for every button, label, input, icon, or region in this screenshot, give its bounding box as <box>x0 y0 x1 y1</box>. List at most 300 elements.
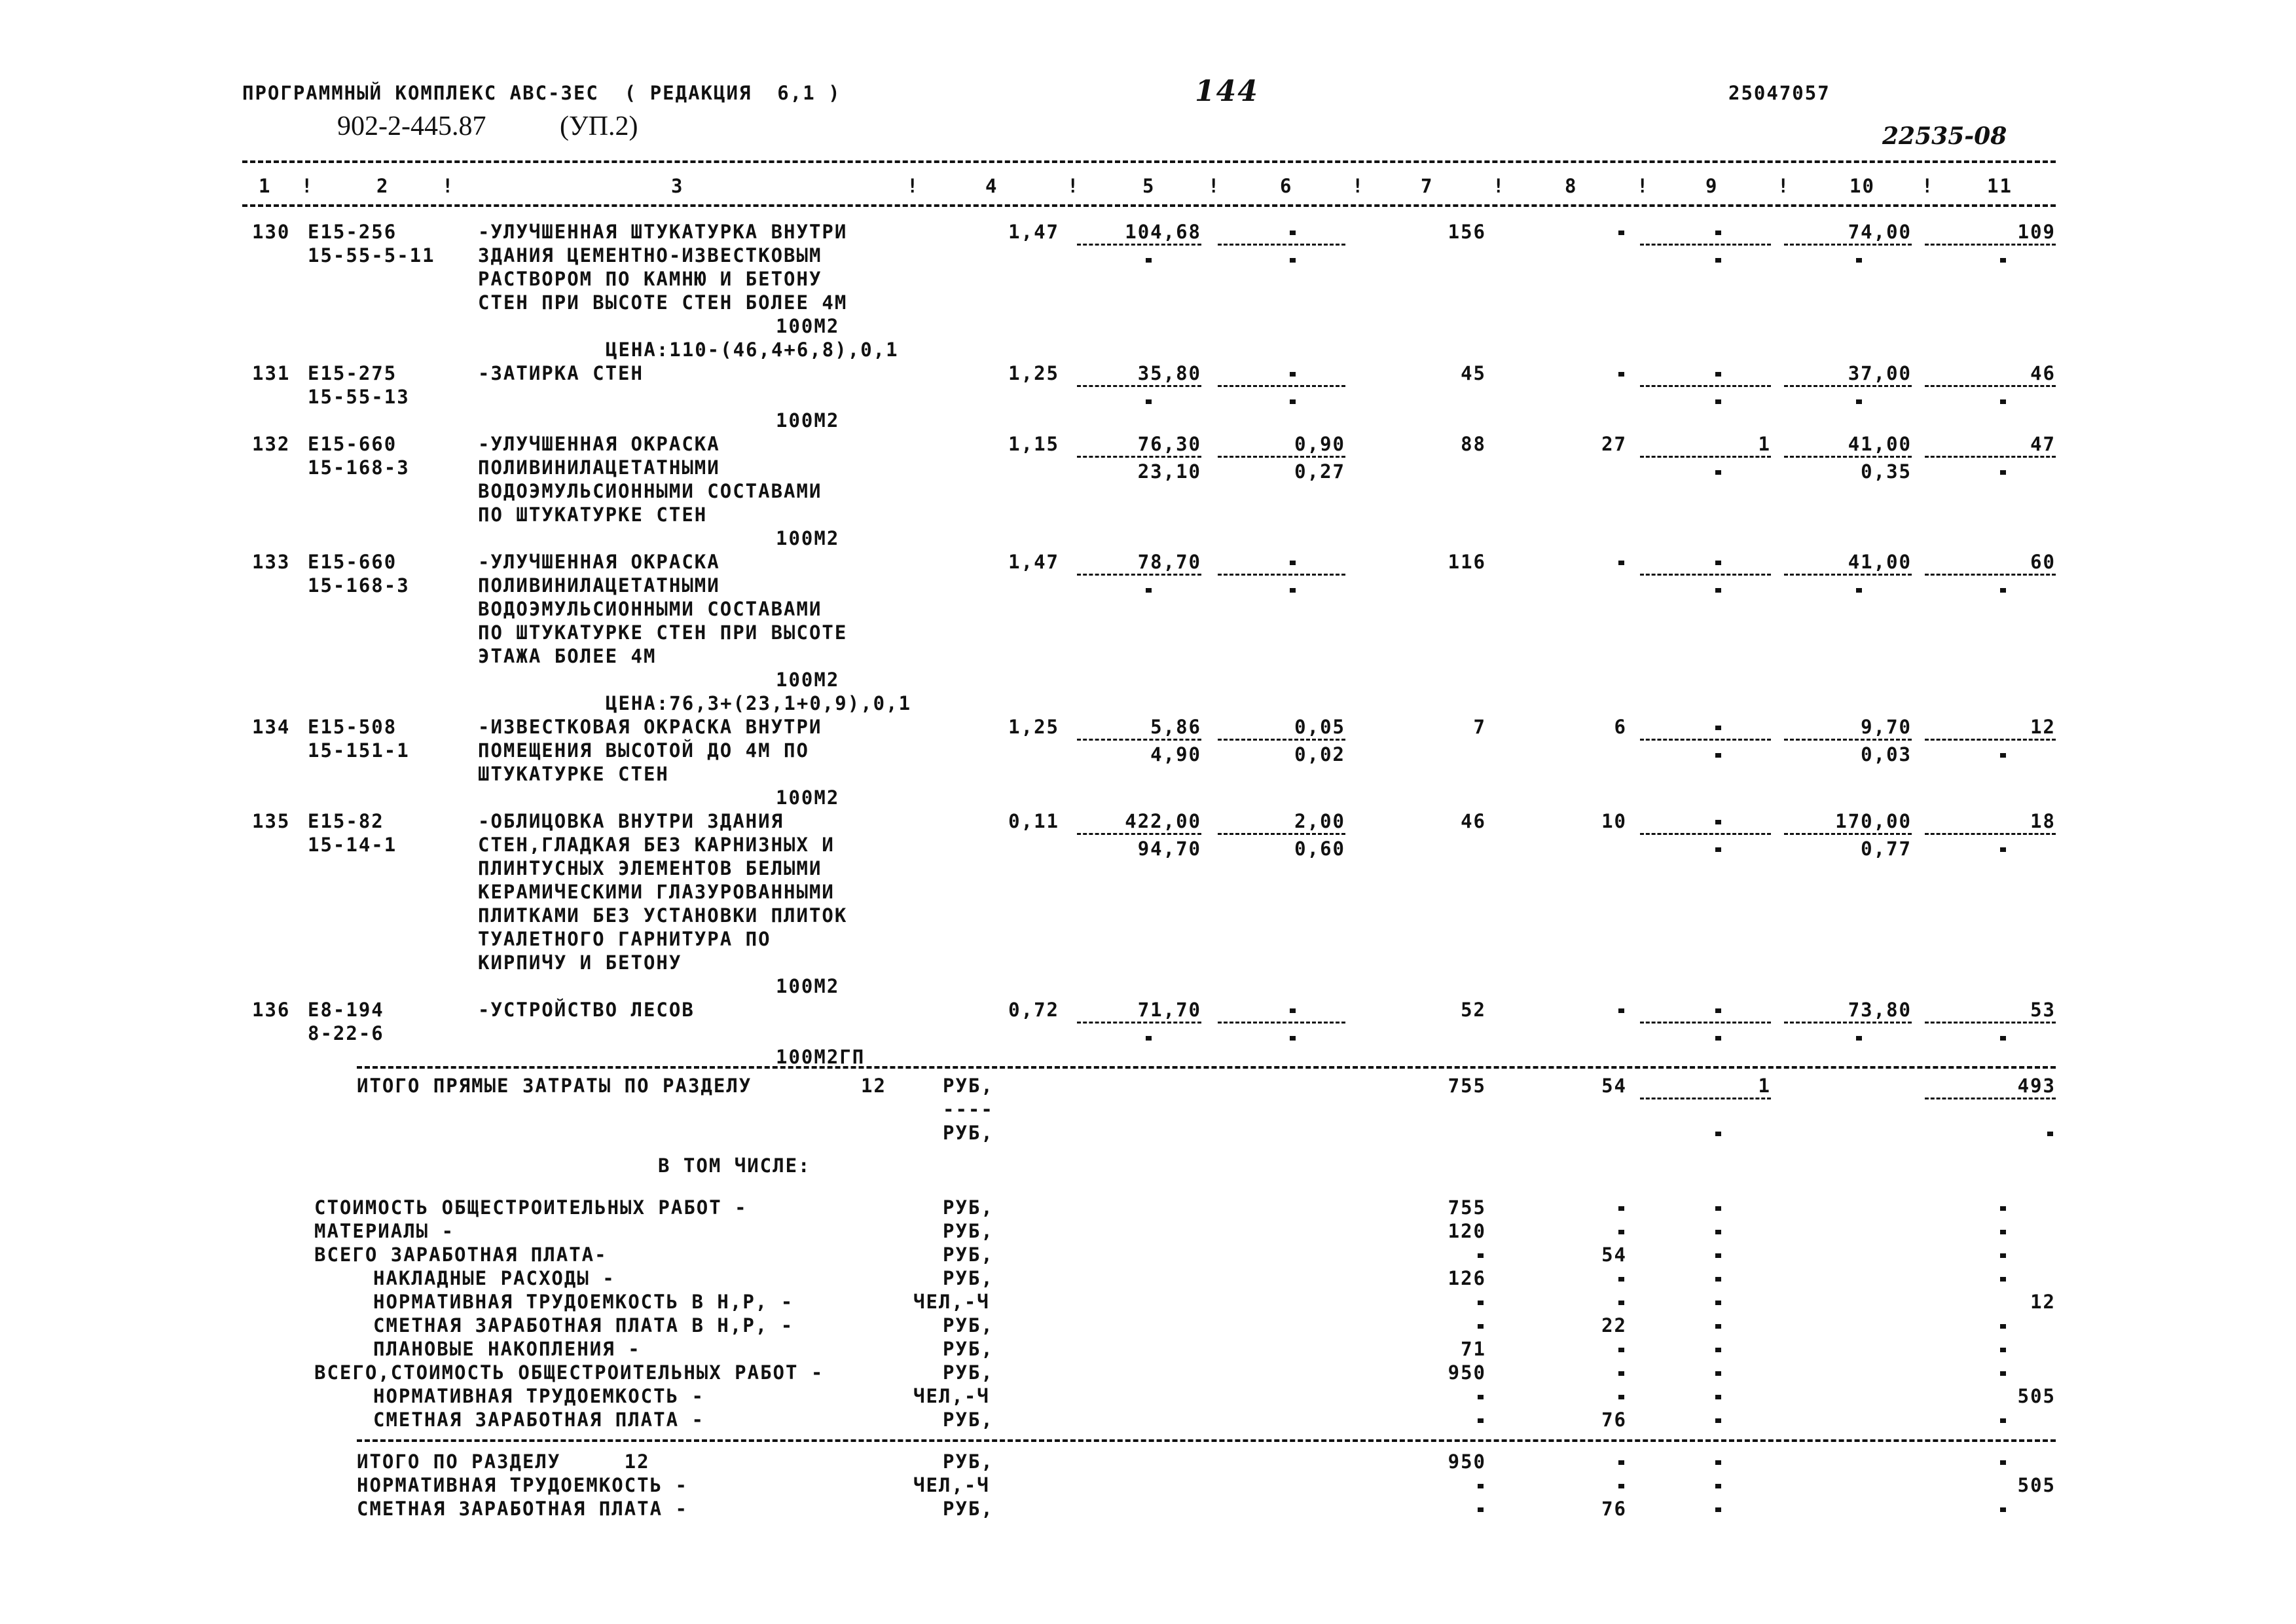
cell-divider <box>1925 244 2056 246</box>
col9-wage-part <box>1715 753 1721 758</box>
breakdown-unit: РУБ, <box>943 1196 994 1219</box>
row-number: 130 <box>252 221 291 243</box>
cell-divider <box>1640 574 1771 576</box>
cell-divider <box>1925 456 2056 458</box>
col7-total-cost: 7 <box>1473 716 1486 738</box>
column-number: 3 <box>671 175 684 197</box>
cell-divider <box>1218 574 1345 576</box>
breakdown-label: СМЕТНАЯ ЗАРАБОТНАЯ ПЛАТА - <box>373 1409 704 1431</box>
breakdown-label: НАКЛАДНЫЕ РАСХОДЫ - <box>373 1267 615 1289</box>
row-code-secondary: 15-168-3 <box>308 574 410 597</box>
col9-wage-part <box>1715 399 1721 404</box>
breakdown-col8 <box>1618 1206 1624 1211</box>
row-description: ПЛИТКАМИ БЕЗ УСТАНОВКИ ПЛИТОК <box>478 904 848 927</box>
column-number: 8 <box>1565 175 1578 197</box>
row-description: ПОМЕЩЕНИЯ ВЫСОТОЙ ДО 4М ПО <box>478 739 809 762</box>
row-number: 134 <box>252 716 291 738</box>
totals-col9-secondary <box>1715 1132 1721 1136</box>
col11-labor-total: 53 <box>2030 999 2056 1021</box>
final-col11 <box>2000 1460 2006 1465</box>
col4-coefficient: 1,25 <box>1008 362 1059 384</box>
breakdown-label: НОРМАТИВНАЯ ТРУДОЕМКОСТЬ В Н,Р, - <box>373 1291 794 1313</box>
col10-labor-unit: 41,00 <box>1848 551 1912 573</box>
row-description: -УЛУЧШЕННАЯ ОКРАСКА <box>478 551 720 573</box>
column-number: 10 <box>1850 175 1875 197</box>
final-unit: ЧЕЛ,-Ч <box>913 1474 990 1496</box>
row-description: ПО ШТУКАТУРКЕ СТЕН ПРИ ВЫСОТЕ <box>478 621 848 644</box>
final-col11 <box>2000 1507 2006 1512</box>
row-number: 133 <box>252 551 291 573</box>
including-caption: В ТОМ ЧИСЛЕ: <box>658 1154 811 1177</box>
col8-wages <box>1618 231 1624 235</box>
col9-machines <box>1715 372 1721 377</box>
breakdown-col9 <box>1715 1230 1721 1234</box>
cell-divider <box>1218 739 1345 741</box>
cell-divider <box>1784 739 1912 741</box>
breakdown-unit: РУБ, <box>943 1244 994 1266</box>
col5-unit-cost: 104,68 <box>1125 221 1201 243</box>
col6-machine-cost <box>1290 231 1296 235</box>
col11-labor-total: 60 <box>2030 551 2056 573</box>
col10-machine-labor <box>1856 1036 1862 1041</box>
row-description: ЗДАНИЯ ЦЕМЕНТНО-ИЗВЕСТКОВЫМ <box>478 244 822 267</box>
col5-wage-part: 94,70 <box>1137 838 1201 860</box>
column-separator: ! <box>1352 175 1365 197</box>
totals-unit: РУБ, <box>943 1075 994 1097</box>
header-rule-bottom <box>242 204 2056 207</box>
row-price-formula: ЦЕНА:110-(46,4+6,8),0,1 <box>606 339 899 361</box>
row-description: ПЛИНТУСНЫХ ЭЛЕМЕНТОВ БЕЛЫМИ <box>478 857 822 879</box>
breakdown-col8 <box>1618 1301 1624 1305</box>
col5-wage-part: 23,10 <box>1137 460 1201 483</box>
col10-labor-unit: 73,80 <box>1848 999 1912 1021</box>
totals-rule <box>357 1066 2056 1069</box>
cell-divider <box>1784 456 1912 458</box>
breakdown-unit: РУБ, <box>943 1361 994 1384</box>
breakdown-col7: 950 <box>1448 1361 1486 1384</box>
col10-labor-unit: 9,70 <box>1861 716 1912 738</box>
final-col9 <box>1715 1507 1721 1512</box>
breakdown-col9 <box>1715 1277 1721 1282</box>
col11-labor-total: 12 <box>2030 716 2056 738</box>
col4-coefficient: 1,25 <box>1008 716 1059 738</box>
breakdown-unit: РУБ, <box>943 1314 994 1337</box>
cell-divider <box>1925 1022 2056 1024</box>
row-code: Е15-256 <box>308 221 397 243</box>
row-number: 135 <box>252 810 291 832</box>
breakdown-label: СТОИМОСТЬ ОБЩЕСТРОИТЕЛЬНЫХ РАБОТ - <box>314 1196 748 1219</box>
row-description: ПО ШТУКАТУРКЕ СТЕН <box>478 504 708 526</box>
breakdown-col7 <box>1478 1301 1484 1305</box>
final-col9 <box>1715 1484 1721 1488</box>
cell-divider <box>1784 385 1912 387</box>
breakdown-unit: ЧЕЛ,-Ч <box>913 1291 990 1313</box>
col8-wages <box>1618 1008 1624 1013</box>
cell-divider <box>1077 456 1201 458</box>
col10-labor-unit: 41,00 <box>1848 433 1912 455</box>
row-price-formula: ЦЕНА:76,3+(23,1+0,9),0,1 <box>606 692 912 714</box>
col10-machine-labor <box>1856 258 1862 263</box>
column-number: 9 <box>1705 175 1719 197</box>
header-rule-top <box>242 160 2056 163</box>
final-label: ИТОГО ПО РАЗДЕЛУ 12 <box>357 1450 650 1473</box>
sheet-number: 22535-08 <box>1882 122 2007 150</box>
row-description: ВОДОЭМУЛЬСИОННЫМИ СОСТАВАМИ <box>478 598 822 620</box>
col6-machine-cost: 2,00 <box>1294 810 1345 832</box>
col5-wage-part <box>1146 588 1152 593</box>
col8-wages <box>1618 372 1624 377</box>
row-code-secondary: 8-22-6 <box>308 1022 384 1044</box>
cell-divider <box>1925 574 2056 576</box>
totals-section: 12 <box>861 1075 886 1097</box>
col10-labor-unit: 170,00 <box>1835 810 1912 832</box>
cell-divider <box>1077 1022 1201 1024</box>
breakdown-col8 <box>1618 1230 1624 1234</box>
col9-machines <box>1715 231 1721 235</box>
row-description: ТУАЛЕТНОГО ГАРНИТУРА ПО <box>478 928 771 950</box>
col4-coefficient: 1,47 <box>1008 551 1059 573</box>
final-col7: 950 <box>1448 1450 1486 1473</box>
column-separator: ! <box>907 175 920 197</box>
col8-wages: 27 <box>1601 433 1627 455</box>
col8-wages: 10 <box>1601 810 1627 832</box>
breakdown-col7: 120 <box>1448 1220 1486 1242</box>
col5-unit-cost: 35,80 <box>1137 362 1201 384</box>
col8-wages <box>1618 561 1624 565</box>
breakdown-col9 <box>1715 1301 1721 1305</box>
breakdown-col7 <box>1478 1253 1484 1258</box>
col5-unit-cost: 422,00 <box>1125 810 1201 832</box>
cell-divider <box>1640 833 1771 835</box>
breakdown-col8 <box>1618 1395 1624 1399</box>
cell-divider <box>1925 739 2056 741</box>
row-code: Е15-660 <box>308 433 397 455</box>
cell-divider <box>1077 244 1201 246</box>
breakdown-col8 <box>1618 1277 1624 1282</box>
column-number: 7 <box>1421 175 1434 197</box>
col5-unit-cost: 78,70 <box>1137 551 1201 573</box>
col10-labor-unit: 37,00 <box>1848 362 1912 384</box>
cell-divider <box>1218 1022 1345 1024</box>
row-description: КИРПИЧУ И БЕТОНУ <box>478 951 682 974</box>
column-separator: ! <box>1208 175 1221 197</box>
row-unit: 100М2 <box>776 786 840 809</box>
row-code-secondary: 15-168-3 <box>308 456 410 479</box>
column-separator: ! <box>1922 175 1935 197</box>
breakdown-unit: РУБ, <box>943 1338 994 1360</box>
program-title: ПРОГРАММНЫЙ КОМПЛЕКС АВС-3ЕС ( РЕДАКЦИЯ 6,1 ) <box>242 82 841 104</box>
row-number: 131 <box>252 362 291 384</box>
totals-unit-divider: ---- <box>943 1098 994 1120</box>
row-description: -ОБЛИЦОВКА ВНУТРИ ЗДАНИЯ <box>478 810 784 832</box>
breakdown-unit: РУБ, <box>943 1220 994 1242</box>
column-separator: ! <box>1777 175 1791 197</box>
row-number: 132 <box>252 433 291 455</box>
column-separator: ! <box>442 175 455 197</box>
breakdown-col9 <box>1715 1348 1721 1352</box>
cell-divider <box>1640 244 1771 246</box>
final-unit: РУБ, <box>943 1498 994 1520</box>
col6-wage-part <box>1290 399 1296 404</box>
col9-machines <box>1715 820 1721 824</box>
row-description: СТЕН,ГЛАДКАЯ БЕЗ КАРНИЗНЫХ И <box>478 834 835 856</box>
col5-unit-cost: 76,30 <box>1137 433 1201 455</box>
breakdown-col9 <box>1715 1395 1721 1399</box>
totals-unit-secondary: РУБ, <box>943 1122 994 1144</box>
cell-divider <box>1077 385 1201 387</box>
row-description: КЕРАМИЧЕСКИМИ ГЛАЗУРОВАННЫМИ <box>478 881 835 903</box>
row-code-secondary: 15-151-1 <box>308 739 410 762</box>
row-unit: 100М2 <box>776 409 840 432</box>
breakdown-col9 <box>1715 1206 1721 1211</box>
col11-labor-total: 18 <box>2030 810 2056 832</box>
col9-wage-part <box>1715 847 1721 852</box>
col9-wage-part <box>1715 470 1721 475</box>
cell-divider <box>1218 833 1345 835</box>
col5-wage-part <box>1146 399 1152 404</box>
cell-divider <box>1640 1022 1771 1024</box>
column-number: 4 <box>985 175 998 197</box>
col9-machines <box>1715 1008 1721 1013</box>
row-code: Е8-194 <box>308 999 384 1021</box>
breakdown-col8 <box>1618 1371 1624 1376</box>
row-description: ШТУКАТУРКЕ СТЕН <box>478 763 669 785</box>
totals-title: ИТОГО ПРЯМЫЕ ЗАТРАТЫ ПО РАЗДЕЛУ <box>357 1075 752 1097</box>
final-col8 <box>1618 1460 1624 1465</box>
breakdown-col11 <box>2000 1324 2006 1329</box>
cell-divider <box>1218 244 1345 246</box>
row-description: -УЛУЧШЕННАЯ ШТУКАТУРКА ВНУТРИ <box>478 221 848 243</box>
cell-divider <box>1784 574 1912 576</box>
col6-machine-cost <box>1290 1008 1296 1013</box>
project-number: 902-2-445.87 <box>337 111 486 141</box>
col11-machine-labor <box>2000 847 2006 852</box>
totals-col7: 755 <box>1448 1075 1486 1097</box>
page-number: 144 <box>1195 75 1259 108</box>
breakdown-col8: 76 <box>1601 1409 1627 1431</box>
final-col9 <box>1715 1460 1721 1465</box>
row-description: РАСТВОРОМ ПО КАМНЮ И БЕТОНУ <box>478 268 822 290</box>
row-description: -УЛУЧШЕННАЯ ОКРАСКА <box>478 433 720 455</box>
final-col11: 505 <box>2017 1474 2056 1496</box>
cell-divider <box>1077 574 1201 576</box>
final-col8 <box>1618 1484 1624 1488</box>
column-number: 1 <box>259 175 272 197</box>
col9-machines <box>1715 726 1721 730</box>
totals-col8: 54 <box>1601 1075 1627 1097</box>
breakdown-col7 <box>1478 1324 1484 1329</box>
col4-coefficient: 1,47 <box>1008 221 1059 243</box>
final-col7 <box>1478 1507 1484 1512</box>
col10-machine-labor: 0,77 <box>1861 838 1912 860</box>
cell-divider <box>1925 385 2056 387</box>
breakdown-label: СМЕТНАЯ ЗАРАБОТНАЯ ПЛАТА В Н,Р, - <box>373 1314 794 1337</box>
breakdown-col7: 71 <box>1461 1338 1486 1360</box>
cell-divider <box>1218 385 1345 387</box>
totals-col11-secondary <box>2047 1132 2053 1136</box>
breakdown-col7 <box>1478 1418 1484 1423</box>
cell-divider <box>1218 456 1345 458</box>
totals-divider <box>1925 1098 2056 1099</box>
col5-unit-cost: 5,86 <box>1150 716 1201 738</box>
col11-machine-labor <box>2000 753 2006 758</box>
final-col7 <box>1478 1484 1484 1488</box>
col10-labor-unit: 74,00 <box>1848 221 1912 243</box>
breakdown-col11 <box>2000 1230 2006 1234</box>
col7-total-cost: 88 <box>1461 433 1486 455</box>
breakdown-col11: 12 <box>2030 1291 2056 1313</box>
row-code: Е15-275 <box>308 362 397 384</box>
row-code: Е15-660 <box>308 551 397 573</box>
col6-wage-part <box>1290 258 1296 263</box>
breakdown-col11: 505 <box>2017 1385 2056 1407</box>
breakdown-col8 <box>1618 1348 1624 1352</box>
col6-machine-cost <box>1290 372 1296 377</box>
breakdown-unit: РУБ, <box>943 1267 994 1289</box>
col9-wage-part <box>1715 258 1721 263</box>
col6-wage-part <box>1290 588 1296 593</box>
breakdown-unit: РУБ, <box>943 1409 994 1431</box>
col6-machine-cost: 0,05 <box>1294 716 1345 738</box>
cell-divider <box>1784 833 1912 835</box>
col4-coefficient: 0,72 <box>1008 999 1059 1021</box>
col9-machines: 1 <box>1758 433 1771 455</box>
breakdown-col11 <box>2000 1277 2006 1282</box>
breakdown-col9 <box>1715 1253 1721 1258</box>
col11-labor-total: 109 <box>2017 221 2056 243</box>
col7-total-cost: 156 <box>1448 221 1486 243</box>
row-number: 136 <box>252 999 291 1021</box>
row-code: Е15-82 <box>308 810 384 832</box>
row-unit: 100М2 <box>776 975 840 997</box>
col4-coefficient: 1,15 <box>1008 433 1059 455</box>
breakdown-label: ВСЕГО ЗАРАБОТНАЯ ПЛАТА- <box>314 1244 608 1266</box>
col6-wage-part: 0,02 <box>1294 743 1345 766</box>
col11-machine-labor <box>2000 588 2006 593</box>
row-description: ЭТАЖА БОЛЕЕ 4М <box>478 645 657 667</box>
col4-coefficient: 0,11 <box>1008 810 1059 832</box>
totals-col11: 493 <box>2017 1075 2056 1097</box>
row-description: -УСТРОЙСТВО ЛЕСОВ <box>478 999 695 1021</box>
row-code: Е15-508 <box>308 716 397 738</box>
col9-wage-part <box>1715 588 1721 593</box>
col6-machine-cost: 0,90 <box>1294 433 1345 455</box>
breakdown-col9 <box>1715 1371 1721 1376</box>
breakdown-col11 <box>2000 1253 2006 1258</box>
cell-divider <box>1640 739 1771 741</box>
col6-wage-part: 0,60 <box>1294 838 1345 860</box>
col10-machine-labor: 0,03 <box>1861 743 1912 766</box>
row-description: -ИЗВЕСТКОВАЯ ОКРАСКА ВНУТРИ <box>478 716 822 738</box>
column-number: 2 <box>376 175 390 197</box>
breakdown-label: ПЛАНОВЫЕ НАКОПЛЕНИЯ - <box>373 1338 641 1360</box>
col10-machine-labor <box>1856 399 1862 404</box>
column-number: 11 <box>1987 175 2013 197</box>
col10-machine-labor <box>1856 588 1862 593</box>
breakdown-col9 <box>1715 1418 1721 1423</box>
breakdown-col11 <box>2000 1371 2006 1376</box>
col11-machine-labor <box>2000 258 2006 263</box>
col11-machine-labor <box>2000 1036 2006 1041</box>
col10-machine-labor: 0,35 <box>1861 460 1912 483</box>
breakdown-col11 <box>2000 1206 2006 1211</box>
breakdown-label: ВСЕГО,СТОИМОСТЬ ОБЩЕСТРОИТЕЛЬНЫХ РАБОТ - <box>314 1361 824 1384</box>
col5-unit-cost: 71,70 <box>1137 999 1201 1021</box>
breakdown-col11 <box>2000 1348 2006 1352</box>
col6-wage-part: 0,27 <box>1294 460 1345 483</box>
row-description: ВОДОЭМУЛЬСИОННЫМИ СОСТАВАМИ <box>478 480 822 502</box>
column-separator: ! <box>1637 175 1650 197</box>
document-code: 25047057 <box>1728 82 1831 104</box>
col11-labor-total: 47 <box>2030 433 2056 455</box>
col5-wage-part <box>1146 258 1152 263</box>
col5-wage-part: 4,90 <box>1150 743 1201 766</box>
row-description: ПОЛИВИНИЛАЦЕТАТНЫМИ <box>478 574 720 597</box>
row-unit: 100М2ГП <box>776 1046 866 1068</box>
breakdown-col7: 126 <box>1448 1267 1486 1289</box>
row-code-secondary: 15-55-13 <box>308 386 410 408</box>
row-code-secondary: 15-55-5-11 <box>308 244 435 267</box>
totals-divider <box>1640 1098 1771 1099</box>
cell-divider <box>1077 739 1201 741</box>
breakdown-col8: 54 <box>1601 1244 1627 1266</box>
col11-machine-labor <box>2000 470 2006 475</box>
col11-labor-total: 46 <box>2030 362 2056 384</box>
totals-col9: 1 <box>1758 1075 1771 1097</box>
column-separator: ! <box>1067 175 1080 197</box>
breakdown-col9 <box>1715 1324 1721 1329</box>
row-unit: 100М2 <box>776 527 840 549</box>
album-number: (УП.2) <box>560 111 638 141</box>
breakdown-unit: ЧЕЛ,-Ч <box>913 1385 990 1407</box>
cell-divider <box>1077 833 1201 835</box>
col6-machine-cost <box>1290 561 1296 565</box>
row-description: -ЗАТИРКА СТЕН <box>478 362 644 384</box>
row-unit: 100М2 <box>776 669 840 691</box>
cell-divider <box>1784 1022 1912 1024</box>
col8-wages: 6 <box>1614 716 1627 738</box>
final-unit: РУБ, <box>943 1450 994 1473</box>
final-rule <box>357 1439 2056 1442</box>
cell-divider <box>1784 244 1912 246</box>
col11-machine-labor <box>2000 399 2006 404</box>
col7-total-cost: 46 <box>1461 810 1486 832</box>
cell-divider <box>1925 833 2056 835</box>
cell-divider <box>1640 385 1771 387</box>
breakdown-col11 <box>2000 1418 2006 1423</box>
final-label: СМЕТНАЯ ЗАРАБОТНАЯ ПЛАТА - <box>357 1498 688 1520</box>
row-unit: 100М2 <box>776 315 840 337</box>
col7-total-cost: 116 <box>1448 551 1486 573</box>
column-number: 6 <box>1280 175 1293 197</box>
breakdown-label: НОРМАТИВНАЯ ТРУДОЕМКОСТЬ - <box>373 1385 704 1407</box>
breakdown-col7: 755 <box>1448 1196 1486 1219</box>
col5-wage-part <box>1146 1036 1152 1041</box>
column-separator: ! <box>1493 175 1506 197</box>
cell-divider <box>1640 456 1771 458</box>
column-number: 5 <box>1142 175 1156 197</box>
col7-total-cost: 52 <box>1461 999 1486 1021</box>
row-code-secondary: 15-14-1 <box>308 834 397 856</box>
col7-total-cost: 45 <box>1461 362 1486 384</box>
row-description: ПОЛИВИНИЛАЦЕТАТНЫМИ <box>478 456 720 479</box>
final-col8: 76 <box>1601 1498 1627 1520</box>
breakdown-col8: 22 <box>1601 1314 1627 1337</box>
column-separator: ! <box>301 175 314 197</box>
row-description: СТЕН ПРИ ВЫСОТЕ СТЕН БОЛЕЕ 4М <box>478 291 848 314</box>
final-label: НОРМАТИВНАЯ ТРУДОЕМКОСТЬ - <box>357 1474 688 1496</box>
col9-wage-part <box>1715 1036 1721 1041</box>
